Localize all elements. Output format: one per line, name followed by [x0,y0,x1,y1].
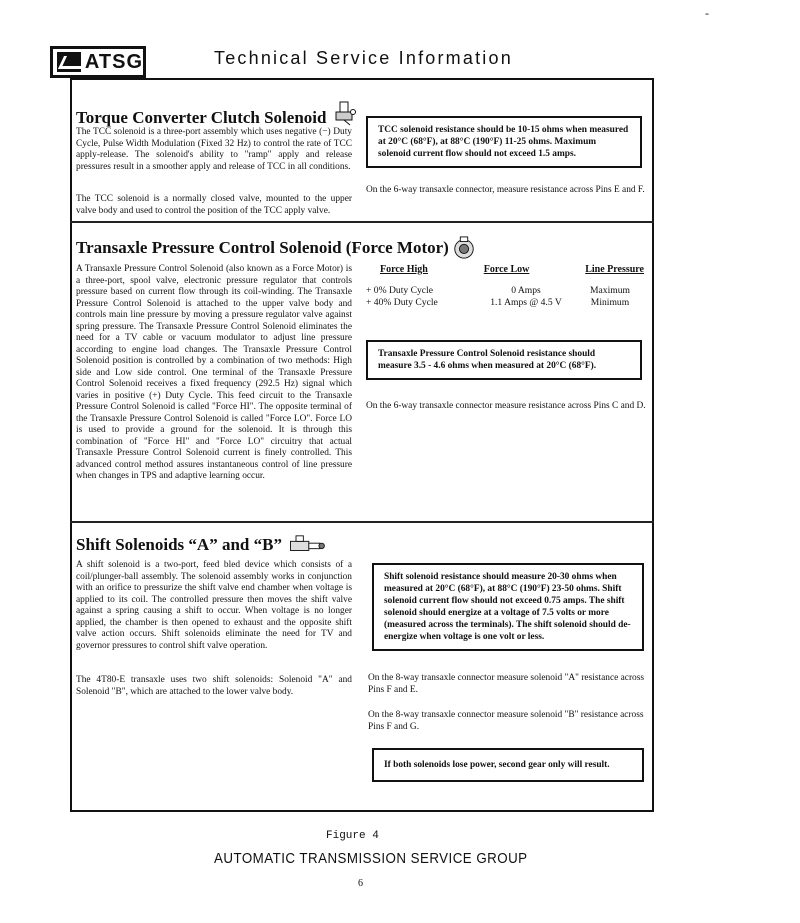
section-divider-1 [70,221,654,223]
header-title: Technical Service Information [214,48,513,68]
logo-text: ATSG [84,50,143,73]
force-motor-table [366,264,644,308]
section-divider-2 [70,521,654,523]
table-header-row [366,264,644,275]
shift-title: Shift Solenoids “A” and “B” [76,535,282,554]
tcc-solenoid-icon [330,100,358,126]
table-row [366,285,644,296]
force-motor-icon [451,236,477,260]
shift-para-2: The 4T80-E transaxle uses two shift solenoids: Solenoid "A" and Solenoid "B", which are attached to the lower valve body. [76,675,352,697]
shift-heading [76,534,326,556]
force-motor-heading [76,236,477,260]
table-header-force-low: Force Low [483,264,530,275]
tcc-connector-note: On the 6-way transaxle connector, measure resistance across Pins E and F. [366,185,645,195]
tcc-para-2: The TCC solenoid is a normally closed valve, mounted to the upper valve body and used to control the position of the TCC apply valve. [76,194,352,216]
force-motor-title: Transaxle Pressure Control Solenoid (Force Motor) [76,238,449,257]
tcc-heading [76,100,358,128]
force-motor-connector-note: On the 6-way transaxle connector measure resistance across Pins C and D. [366,401,646,411]
shift-second-gear-box: If both solenoids lose power, second gear only will result. [372,748,644,782]
corner-mark: - [705,6,709,20]
tcc-resistance-box: TCC solenoid resistance should be 10-15 ohms when measured at 20°C (68°F), at 88°C (190°F) 11-25 ohms. Maximum solenoid current flow should not exceed 1.5 amps. [366,116,642,168]
shift-resistance-box: Shift solenoid resistance should measure 20-30 ohms when measured at 20°C (68°F), at 88°C (190°F) 23-50 ohms. Shift solenoid current flow should not exceed 0.75 amps. The shift solenoid should energize at a voltage of 7.5 volts or more (measured across the terminals). The shift solenoid should de-energize when voltage is one volt or less. [372,563,644,651]
tcc-title: Torque Converter Clutch Solenoid [76,108,327,127]
table-cell: 1.1 Amps @ 4.5 V [490,297,562,308]
tcc-para-1: The TCC solenoid is a three-port assembly which uses negative (−) Duty Cycle, Pulse Width Modulation (Fixed 32 Hz) to control the rate of TCC apply-release. The solenoid's ability to "ramp" apply and release pressures result in a smoother apply and release of TCC in all conditions. [76,127,352,172]
table-cell: + 40% Duty Cycle [366,297,438,308]
table-header-force-high: Force High [380,264,428,275]
force-motor-resistance-box: Transaxle Pressure Control Solenoid resistance should measure 3.5 - 4.6 ohms when measured at 20°C (68°F). [366,340,642,380]
figure-caption: Figure 4 [326,830,379,842]
shift-note-a: On the 8-way transaxle connector measure solenoid "A" resistance across Pins F and E. [368,673,645,695]
table-header-line-pressure: Line Pressure [585,264,644,275]
force-motor-para-1: A Transaxle Pressure Control Solenoid (also known as a Force Motor) is a three-port, spool valve, electronic pressure regulator that controls pressure based on current flow through its coil-winding. The Transaxle Pressure Control Solenoid is attached to the upper valve body and controls main line pressure by moving a pressure regulator valve against spring pressure. The Transaxle Pressure Control Solenoid eliminates the need for a TV cable or vacuum modulator to adjust line pressure according to engine load changes. The Transaxle Pressure Control Solenoid position is controlled by a combination of two methods: High side and Low side control. One terminal of the Transaxle Pressure Control Solenoid receives a fixed frequency (292.5 Hz) signal which varies in positive (+) Duty Cycle. This feed circuit to the Transaxle Pressure Control Solenoid is called "Force HI". The opposite terminal of the Transaxle Pressure Control Solenoid is called "Force LO". Force LO is used to provide a ground for the solenoid. It is through this combination of "Force HI" and "Force LO" circuitry that actual Transaxle Pressure Control Solenoid current is finely controlled. This advanced control method assures instantaneous control of line pressure when changes in TPS and adaptive learning occur. [76,264,352,481]
shift-para-1: A shift solenoid is a two-port, feed bled device which consists of a coil/plunger-ball assembly. The solenoid assembly works in conjunction with an orifice to pressurize the shift valve end chamber when voltage is applied to its coil. The controlled pressure then moves the shift valve against a spring causing a shift to occur. When voltage is no longer applied, the chamber is then opened to exhaust and the opposite shift valve action occurs. Shift solenoids eliminate the need for TV and governor pressures to control shift valve operation. [76,560,352,651]
checkmark-logo-icon [57,52,81,72]
footer-group-name: AUTOMATIC TRANSMISSION SERVICE GROUP [214,851,528,867]
table-cell: 0 Amps [511,285,541,296]
page-number: 6 [358,878,363,889]
table-row [366,297,644,308]
table-cell: Minimum [590,297,630,308]
table-cell: + 0% Duty Cycle [366,285,433,296]
table-cell: Maximum [590,285,630,296]
atsg-logo [50,46,146,78]
shift-solenoid-icon [288,534,326,556]
shift-note-b: On the 8-way transaxle connector measure solenoid "B" resistance across Pins F and G. [368,710,644,732]
